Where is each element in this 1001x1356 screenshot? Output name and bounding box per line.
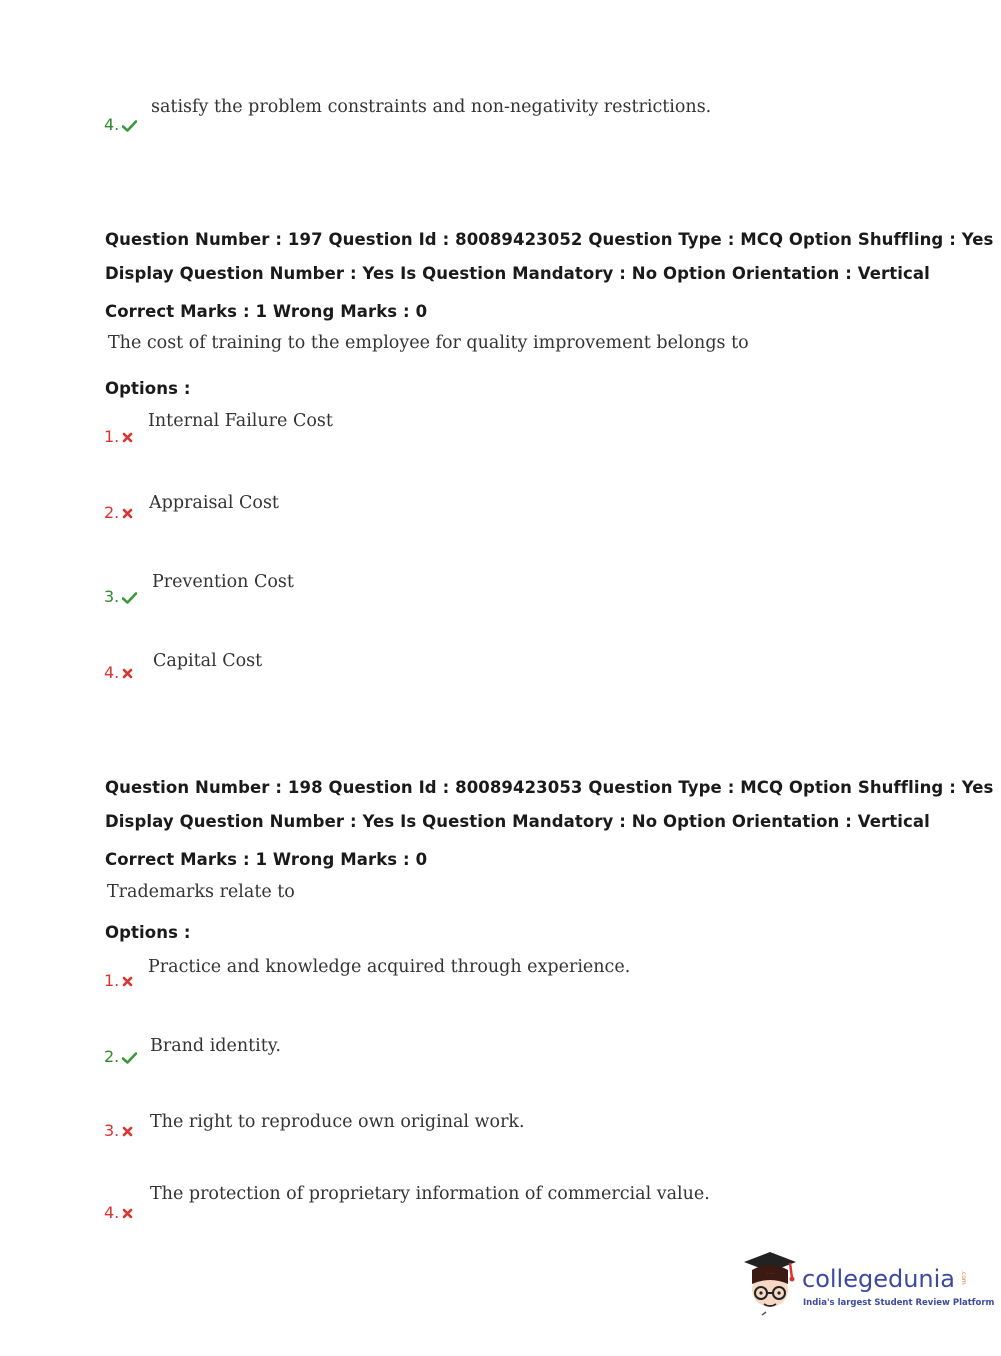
question-text: The cost of training to the employee for quality improvement belongs to — [108, 333, 749, 353]
option-text: Capital Cost — [153, 651, 263, 671]
logo-tld: .com — [960, 1270, 967, 1285]
question-meta-line-1: Question Number : 198 Question Id : 80089423053 Question Type : MCQ Option Shuffling : Yes — [105, 778, 994, 797]
option-text: Appraisal Cost — [149, 493, 279, 513]
options-label: Options : — [105, 923, 191, 942]
question-text: Trademarks relate to — [107, 882, 295, 902]
question-meta-line-1: Question Number : 197 Question Id : 80089423052 Question Type : MCQ Option Shuffling : Yes — [105, 230, 994, 249]
option-number: 4. — [104, 115, 137, 134]
options-label: Options : — [105, 379, 191, 398]
cross-icon — [122, 508, 133, 519]
option-number: 4. — [104, 663, 133, 682]
option-text: satisfy the problem constraints and non-negativity restrictions. — [151, 97, 712, 117]
mascot-icon — [740, 1248, 798, 1316]
option-text: Practice and knowledge acquired through experience. — [148, 957, 631, 977]
check-icon — [122, 120, 137, 132]
cross-icon — [122, 1208, 133, 1219]
logo-wordmark: collegedunia — [802, 1265, 956, 1293]
option-number: 1. — [104, 427, 133, 446]
cross-icon — [122, 1126, 133, 1137]
option-number: 2. — [104, 1047, 137, 1066]
collegedunia-logo — [740, 1248, 995, 1320]
option-number: 4. — [104, 1203, 133, 1222]
option-number: 1. — [104, 971, 133, 990]
option-number: 2. — [104, 503, 133, 522]
marks-line: Correct Marks : 1 Wrong Marks : 0 — [105, 850, 428, 869]
option-text: Brand identity. — [150, 1036, 281, 1056]
check-icon — [122, 1052, 137, 1064]
question-meta-line-2: Display Question Number : Yes Is Question Mandatory : No Option Orientation : Vertical — [105, 264, 930, 283]
option-text: The right to reproduce own original work. — [150, 1112, 525, 1132]
cross-icon — [122, 432, 133, 443]
option-text: The protection of proprietary information of commercial value. — [150, 1184, 710, 1204]
marks-line: Correct Marks : 1 Wrong Marks : 0 — [105, 302, 428, 321]
logo-tagline: India's largest Student Review Platform — [803, 1298, 995, 1308]
question-meta-line-2: Display Question Number : Yes Is Question Mandatory : No Option Orientation : Vertical — [105, 812, 930, 831]
cross-icon — [122, 668, 133, 679]
option-number: 3. — [104, 1121, 133, 1140]
option-number: 3. — [104, 587, 137, 606]
cross-icon — [122, 976, 133, 987]
check-icon — [122, 592, 137, 604]
option-text: Internal Failure Cost — [148, 411, 333, 431]
option-text: Prevention Cost — [152, 572, 294, 592]
